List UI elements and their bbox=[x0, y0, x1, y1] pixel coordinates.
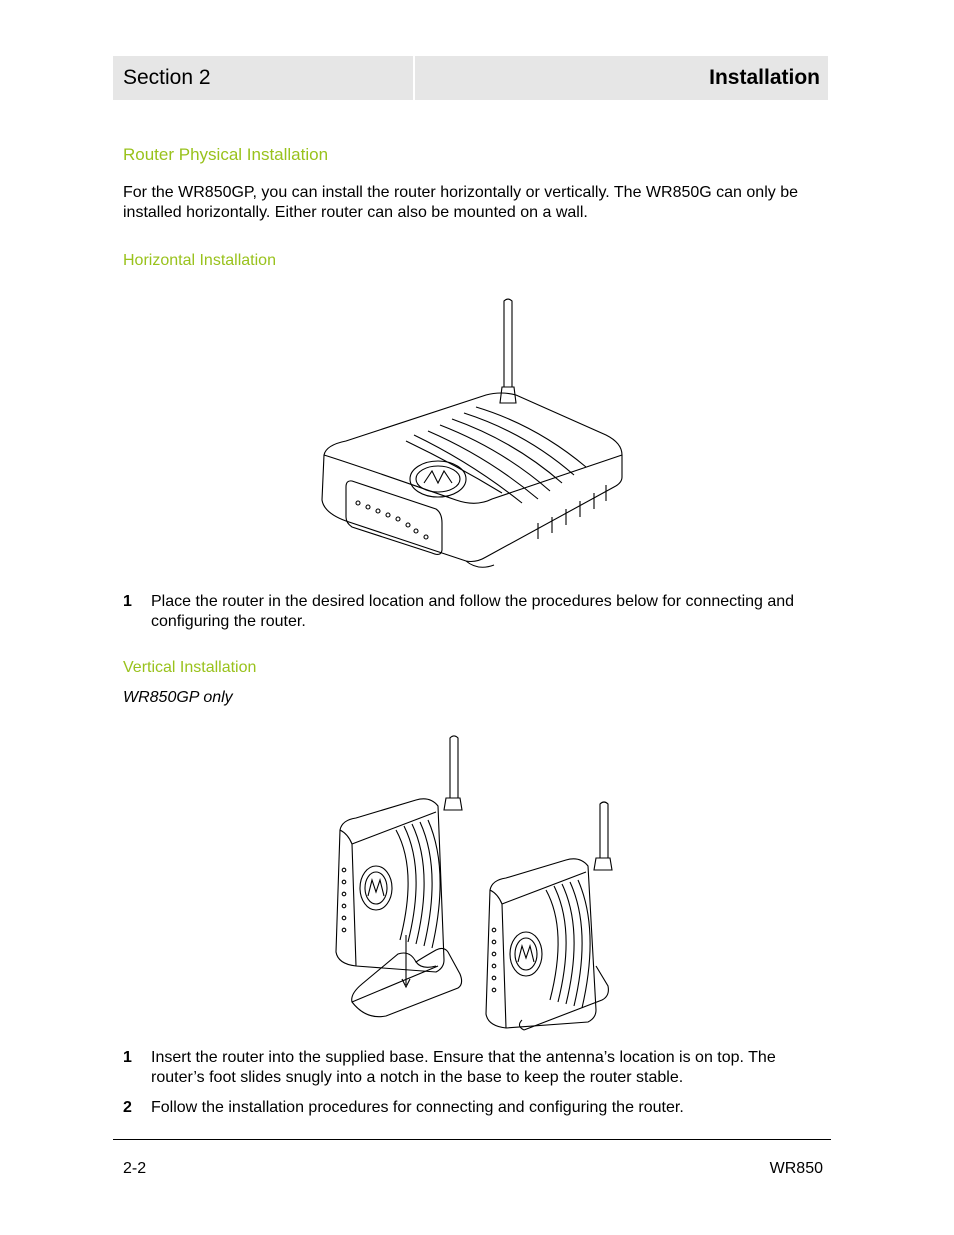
router-vertical-illustration bbox=[326, 730, 626, 1035]
heading-vertical-installation: Vertical Installation bbox=[123, 659, 257, 676]
heading-router-physical-installation: Router Physical Installation bbox=[123, 145, 329, 164]
step-text: Insert the router into the supplied base. Ensure that the antenna’s location is on top. The router’s foot slides snugly into a notch in the base to keep the router stable. bbox=[151, 1049, 776, 1086]
page-number: 2-2 bbox=[123, 1160, 147, 1177]
intro-paragraph: For the WR850GP, you can install the router horizontally or vertically. The WR850G can only be installed horizontally. Either router can also be mounted on a wall. bbox=[123, 184, 798, 221]
section-label: Section 2 bbox=[113, 56, 413, 100]
vertical-router-figure bbox=[326, 730, 626, 1040]
vertical-note: WR850GP only bbox=[123, 689, 233, 706]
step-number: 2 bbox=[123, 1099, 132, 1116]
horizontal-step-1 bbox=[123, 592, 823, 632]
vertical-step-1 bbox=[123, 1048, 823, 1088]
step-text: Follow the installation procedures for connecting and configuring the router. bbox=[151, 1099, 684, 1116]
heading-horizontal-installation: Horizontal Installation bbox=[123, 252, 276, 269]
section-title: Installation bbox=[415, 56, 828, 100]
footer-rule bbox=[113, 1139, 831, 1140]
step-number: 1 bbox=[123, 1049, 132, 1066]
vertical-step-2 bbox=[123, 1098, 823, 1118]
page-header bbox=[113, 56, 828, 100]
horizontal-router-figure bbox=[316, 295, 628, 582]
step-text: Place the router in the desired location and follow the procedures below for connecting and configuring the router. bbox=[151, 593, 795, 630]
router-horizontal-illustration bbox=[316, 295, 628, 577]
step-number: 1 bbox=[123, 593, 132, 610]
product-name: WR850 bbox=[769, 1160, 823, 1177]
